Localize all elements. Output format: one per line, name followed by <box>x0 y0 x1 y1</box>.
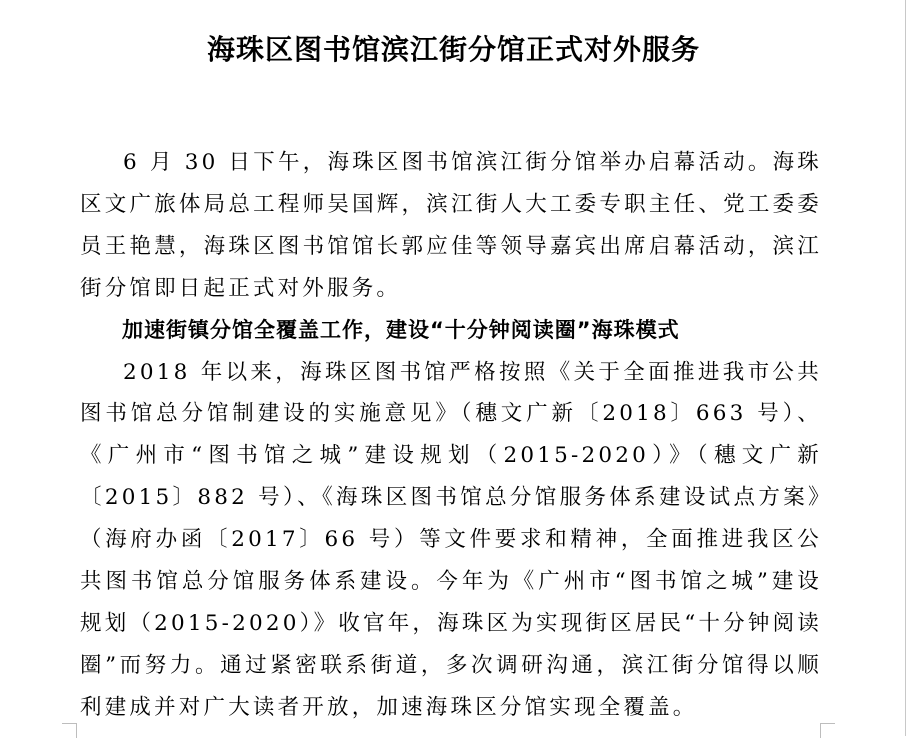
section-subheading: 加速街镇分馆全覆盖工作，建设“十分钟阅读圈”海珠模式 <box>122 317 680 342</box>
paragraph-opening: 6 月 30 日下午，海珠区图书馆滨江街分馆举办启幕活动。海珠区文广旅体局总工程师吴国辉，滨江街人大工委专职主任、党工委委员王艳慧，海珠区图书馆馆长郭应佳等领导嘉宾出席启幕活动，滨江街分馆即日起正式对外服务。 <box>80 150 822 301</box>
document-title: 海珠区图书馆滨江街分馆正式对外服务 <box>206 33 700 66</box>
paragraph-background: 2018 年以来，海珠区图书馆严格按照《关于全面推进我市公共图书馆总分馆制建设的实施意见》（穗文广新〔2018〕663 号）、《广州市“图书馆之城”建设规划（2015-2020）》（穗文广新〔2015〕882 号）、《海珠区图书馆总分馆服务体系建设试点方案》（海府办函〔2017〕66 号）等文件要求和精神，全面推进我区公共图书馆总分馆服务体系建设。今年为《广州市“图书馆之城”建设规划（2015-2020）》收官年，海珠区为实现街区居民“十分钟阅读圈”而努力。通过紧密联系街道，多次调研沟通，滨江街分馆得以顺利建成并对广大读者开放，加速海珠区分馆实现全覆盖。 <box>80 359 822 720</box>
document-body <box>80 142 822 729</box>
